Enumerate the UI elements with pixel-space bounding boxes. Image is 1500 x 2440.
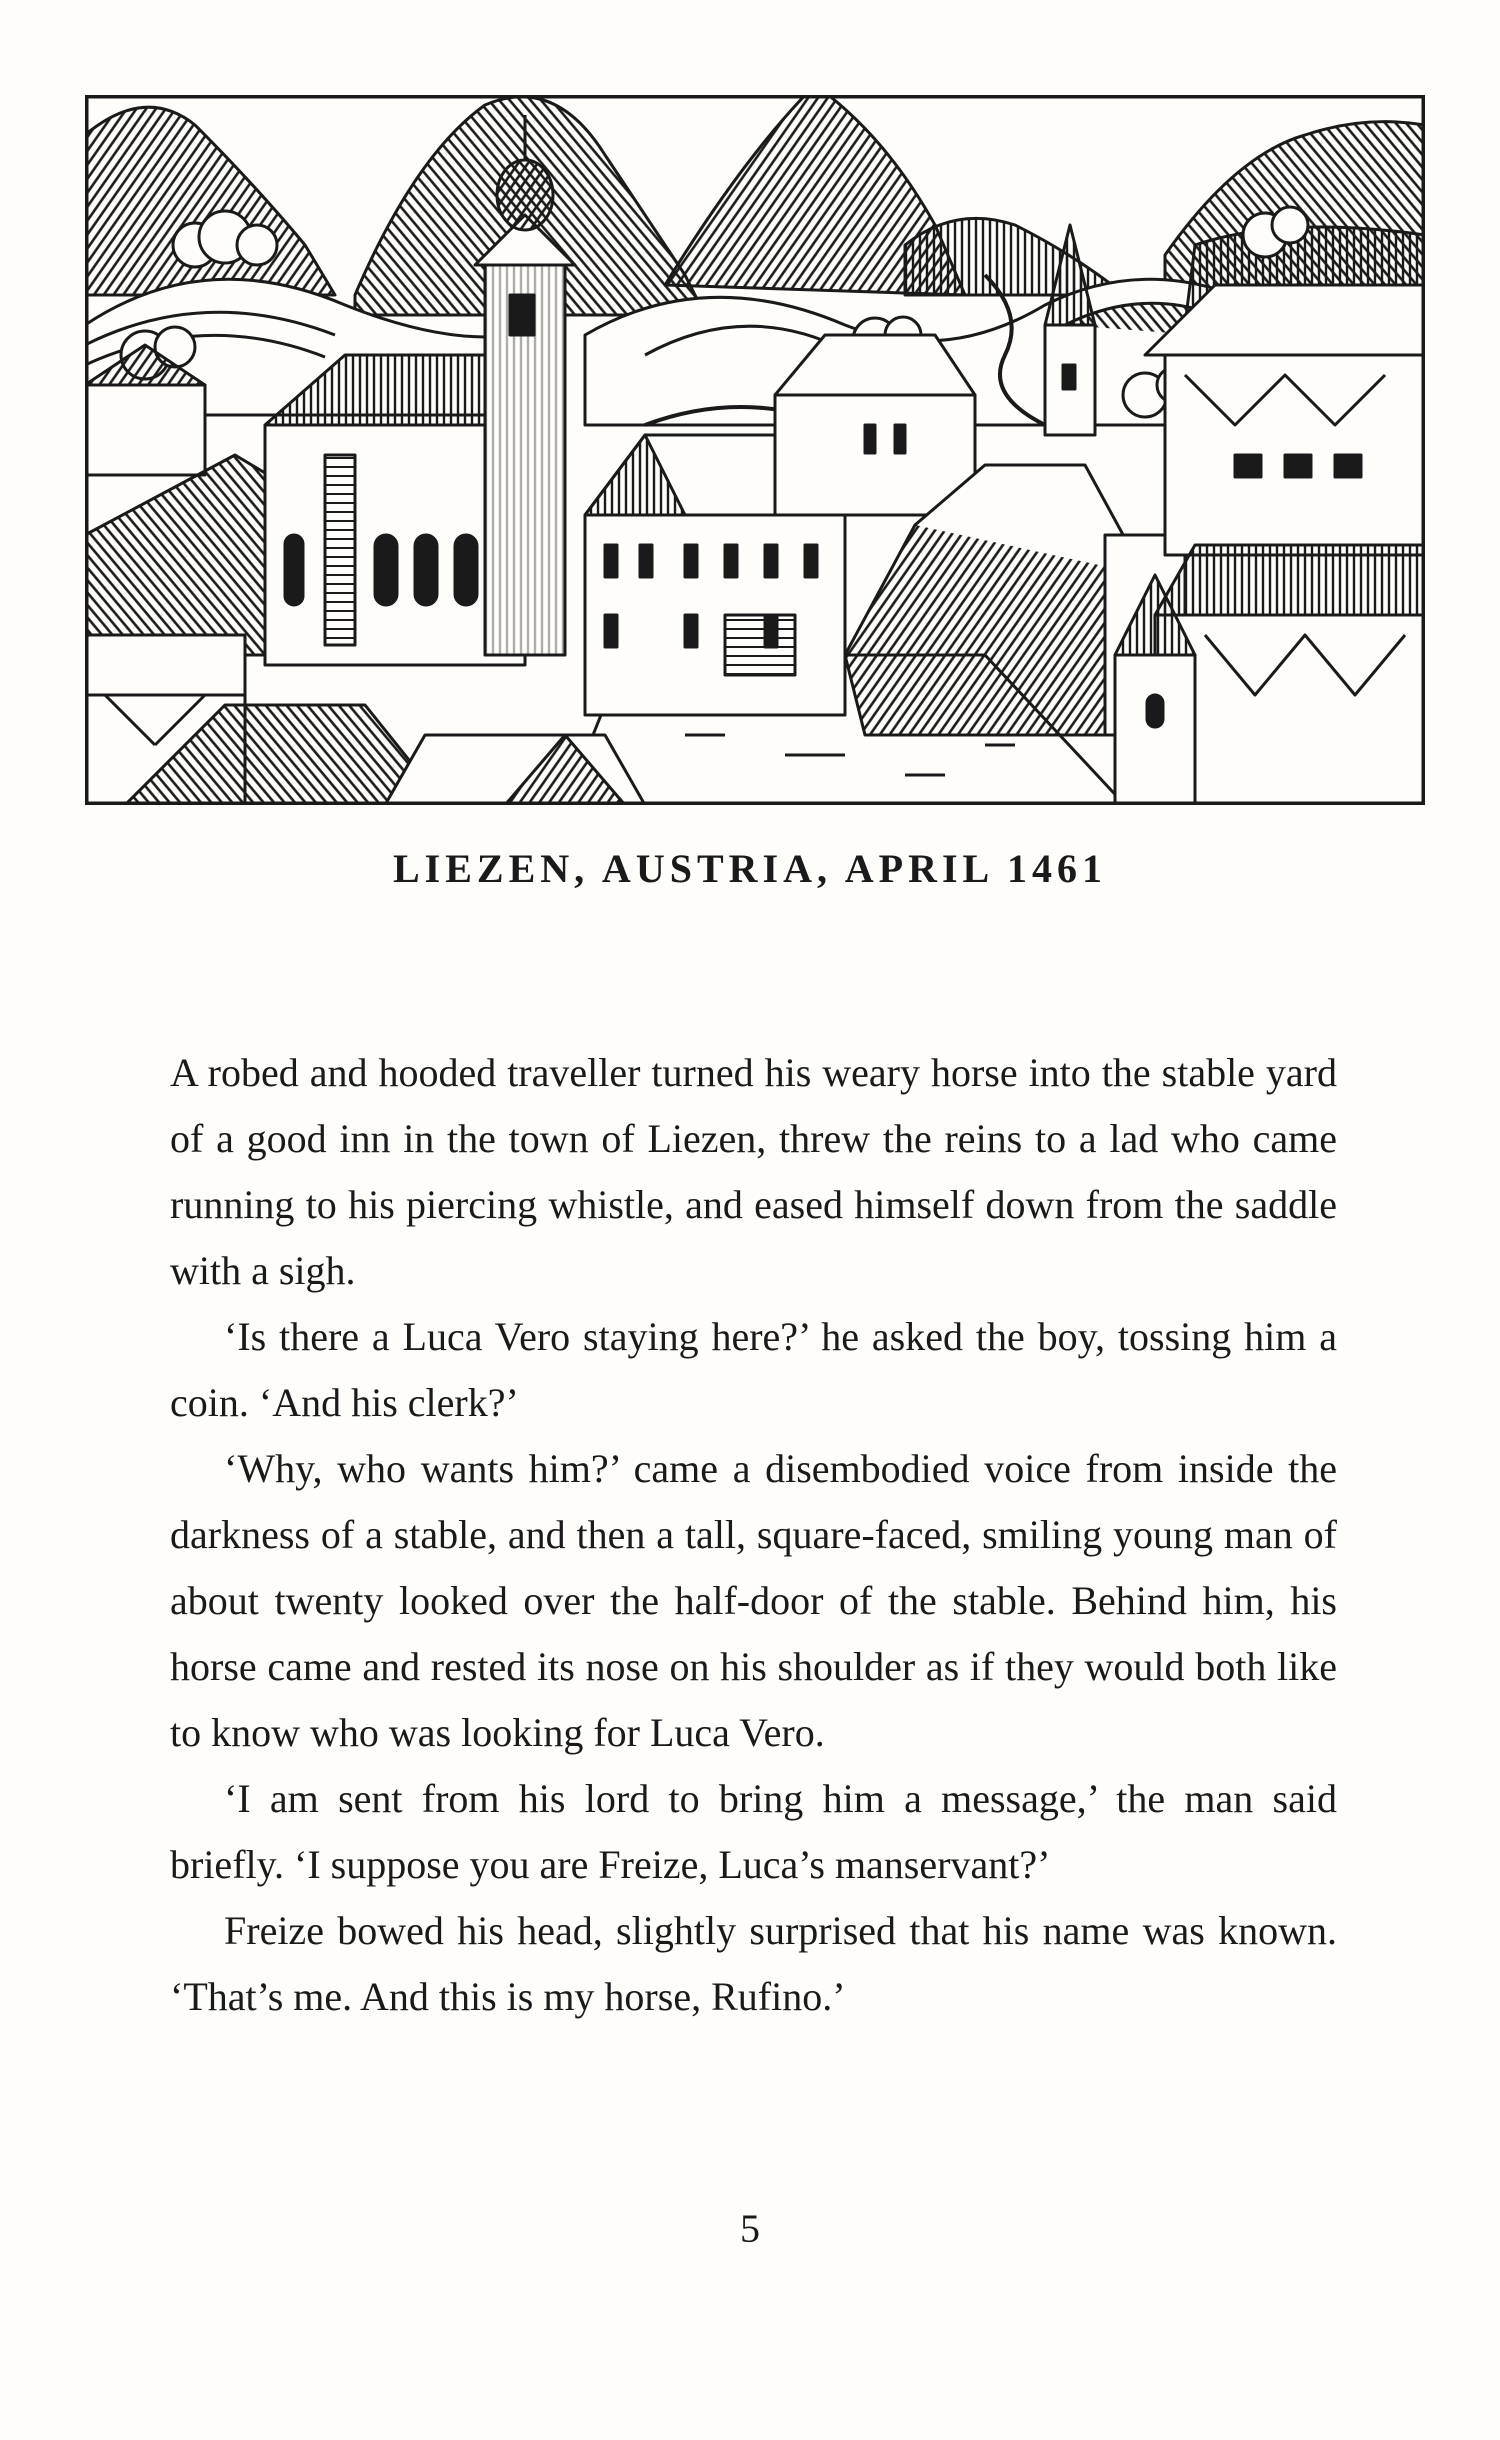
paragraph: ‘Is there a Luca Vero staying here?’ he asked the boy, tossing him a coin. ‘And his clerk?’ [170, 1314, 1337, 1425]
paragraph: ‘Why, who wants him?’ came a disembodied voice from inside the darkness of a stable, and then a tall, square-faced, smiling young man of about twenty looked over the half-door of the stable. Behind him, his horse came and rested its nose on his shoulder as if they would both like to know who was looking for Luca Vero. [170, 1446, 1337, 1755]
paragraph: ‘I am sent from his lord to bring him a message,’ the man said briefly. ‘I suppose you are Freize, Luca’s manservant?’ [170, 1776, 1337, 1887]
paragraph: Freize bowed his head, slightly surprised that his name was known. ‘That’s me. And this is my horse, Rufino.’ [170, 1908, 1337, 2019]
chapter-heading: LIEZEN, AUSTRIA, APRIL 1461 [392, 846, 1108, 891]
woodcut-illustration [85, 95, 1425, 805]
body-text [170, 1040, 1337, 2030]
page-number: 5 [740, 2206, 760, 2251]
paragraph: A robed and hooded traveller turned his weary horse into the stable yard of a good inn in the town of Liezen, threw the reins to a lad who came running to his piercing whistle, and eased himself down from the saddle with a sigh. [170, 1050, 1337, 1293]
